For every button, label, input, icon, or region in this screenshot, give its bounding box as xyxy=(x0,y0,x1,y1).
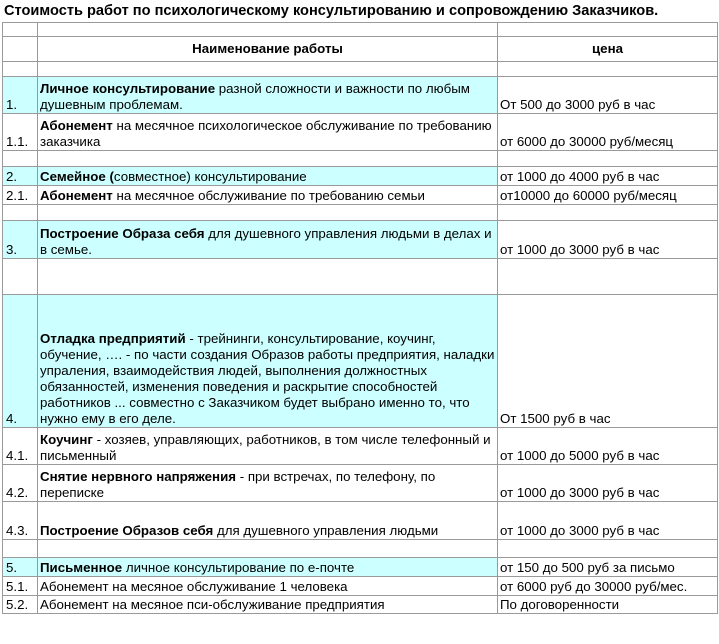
header-price-cell: цена xyxy=(498,37,718,62)
item-title: Семейное ( xyxy=(40,169,114,184)
blank-cell xyxy=(498,62,718,77)
blank-cell xyxy=(498,205,718,221)
item-price: от 6000 до 30000 руб/месяц xyxy=(498,114,718,151)
item-details: для душевного управления людьми в делах и в семье. xyxy=(40,226,492,257)
item-price: от 1000 до 3000 руб в час xyxy=(498,221,718,259)
item-number: 4. xyxy=(3,295,38,428)
item-number: 4.1. xyxy=(3,428,38,465)
blank-row xyxy=(3,62,718,77)
blank-cell xyxy=(498,23,718,37)
item-price: от 1000 до 5000 руб в час xyxy=(498,428,718,465)
item-number: 4.2. xyxy=(3,465,38,502)
blank-cell xyxy=(38,23,498,37)
table-row xyxy=(3,502,718,540)
item-title: Коучинг xyxy=(40,432,93,447)
item-title: Абонемент xyxy=(40,118,113,133)
item-number: 3. xyxy=(3,221,38,259)
item-title: Письменное xyxy=(40,560,123,575)
item-description xyxy=(38,295,498,428)
item-details: на месячное обслуживание по требованию семьи xyxy=(112,188,425,203)
item-details: Абонемент на месяное пси-обслуживание предприятия xyxy=(40,597,385,612)
item-details: - при встречах, по телефону, по переписке xyxy=(40,469,436,500)
item-title: Построение Образов себя xyxy=(40,523,214,538)
blank-cell xyxy=(3,205,38,221)
item-number: 1.1. xyxy=(3,114,38,151)
item-details: - трейнинги, консультирование, коучинг, обучение, …. - по части создания Образов работы предприятия, наладки упраления, взаимодействия людей, выполнения должностных обязанностей, изменения поведения и раскрытие способностей работников ... совместно с Заказчиком будет выбрано именно то, что нужно ему в его деле. xyxy=(40,331,495,426)
item-number: 5.2. xyxy=(3,596,38,614)
item-price: от 1000 до 4000 руб в час xyxy=(498,167,718,186)
item-number: 1. xyxy=(3,77,38,114)
item-number: 5. xyxy=(3,558,38,577)
item-description xyxy=(38,558,498,577)
item-number: 2.1. xyxy=(3,186,38,205)
blank-cell xyxy=(38,205,498,221)
item-details: разной сложности и важности по любым душевным проблемам. xyxy=(40,81,470,112)
table-row xyxy=(3,596,718,614)
blank-row xyxy=(3,205,718,221)
item-price: от 1000 до 3000 руб в час xyxy=(498,465,718,502)
item-price: По договоренности xyxy=(498,596,718,614)
item-description xyxy=(38,77,498,114)
blank-row xyxy=(3,23,718,37)
item-description xyxy=(38,186,498,205)
price-table xyxy=(2,22,718,614)
item-description xyxy=(38,167,498,186)
blank-cell xyxy=(38,151,498,167)
item-price: От 500 до 3000 руб в час xyxy=(498,77,718,114)
header-name-cell: Наименование работы xyxy=(38,37,498,62)
item-price: от 6000 руб до 30000 руб/мес. xyxy=(498,577,718,596)
item-number: 5.1. xyxy=(3,577,38,596)
item-details: личное консультирование по е-почте xyxy=(122,560,355,575)
item-details: для душевного управления людьми xyxy=(213,523,439,538)
table-row xyxy=(3,295,718,428)
item-title: Отладка предприятий xyxy=(40,331,186,346)
item-number: 2. xyxy=(3,167,38,186)
item-description xyxy=(38,114,498,151)
item-description xyxy=(38,428,498,465)
table-row xyxy=(3,77,718,114)
blank-cell xyxy=(3,151,38,167)
item-details: на месячное психологическое обслуживание по требованию заказчика xyxy=(40,118,492,149)
table-row xyxy=(3,167,718,186)
header-row xyxy=(3,37,718,62)
blank-cell xyxy=(3,23,38,37)
table-row xyxy=(3,465,718,502)
sheet-title: Стоимость работ по психологическому консультированию и сопровождению Заказчиков. xyxy=(4,3,659,19)
blank-cell xyxy=(3,259,38,295)
item-description xyxy=(38,502,498,540)
blank-row xyxy=(3,540,718,558)
item-details: совместное) консультирование xyxy=(113,169,307,184)
item-details: - хозяев, управляющих, работников, в том числе телефонный и письменный xyxy=(40,432,491,463)
item-price: от 150 до 500 руб за письмо xyxy=(498,558,718,577)
item-description xyxy=(38,465,498,502)
item-details: Абонемент на месяное обслуживание 1 человека xyxy=(40,579,348,594)
item-description xyxy=(38,596,498,614)
item-description xyxy=(38,577,498,596)
blank-cell xyxy=(38,259,498,295)
blank-cell xyxy=(498,151,718,167)
item-title: Снятие нервного напряжения xyxy=(40,469,236,484)
item-price: От 1500 руб в час xyxy=(498,295,718,428)
item-title: Личное консультирование xyxy=(40,81,216,96)
blank-cell xyxy=(38,540,498,558)
table-row xyxy=(3,577,718,596)
item-price: от10000 до 60000 руб/месяц xyxy=(498,186,718,205)
blank-cell xyxy=(498,259,718,295)
item-title: Построение Образа себя xyxy=(40,226,205,241)
blank-cell xyxy=(3,540,38,558)
table-row xyxy=(3,428,718,465)
table-row xyxy=(3,186,718,205)
blank-row xyxy=(3,259,718,295)
blank-cell xyxy=(38,62,498,77)
table-row xyxy=(3,558,718,577)
table-row xyxy=(3,221,718,259)
item-title: Абонемент xyxy=(40,188,113,203)
table-row xyxy=(3,114,718,151)
item-number: 4.3. xyxy=(3,502,38,540)
item-description xyxy=(38,221,498,259)
item-price: от 1000 до 3000 руб в час xyxy=(498,502,718,540)
blank-row xyxy=(3,151,718,167)
blank-cell xyxy=(3,62,38,77)
blank-cell xyxy=(498,540,718,558)
header-num-cell xyxy=(3,37,38,62)
